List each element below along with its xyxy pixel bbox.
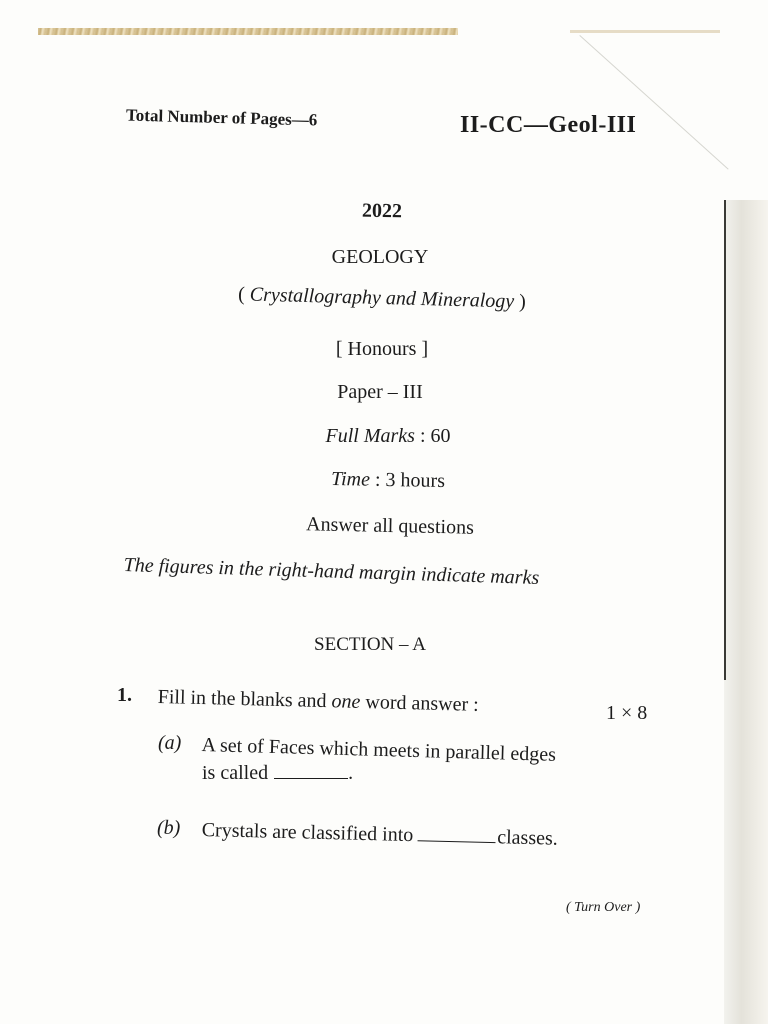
question-text-before: Fill in the blanks and [157, 686, 332, 713]
full-marks [4, 425, 768, 448]
exam-subject: GEOLOGY [331, 246, 429, 268]
part-a-blank [274, 778, 348, 779]
figures-note: The figures in the right-hand margin indicate marks [123, 554, 540, 590]
paper-code: II-CC—Geol-III [460, 112, 637, 138]
question-text [157, 686, 479, 717]
part-a-line1: A set of Faces which meets in parallel edges [201, 734, 557, 766]
page-fold-line [579, 35, 728, 170]
paper-title-text: Crystallography and Mineralogy [249, 283, 515, 313]
paper-number: Paper – III [337, 381, 423, 403]
exam-time [4, 462, 768, 498]
page-top-border-right [570, 30, 720, 33]
paper-title [0, 277, 766, 320]
full-marks-value: : 60 [414, 425, 451, 447]
part-a-line2 [202, 762, 353, 785]
question-text-after: word answer : [360, 690, 479, 716]
time-label: Time [330, 468, 371, 491]
part-b-blank [417, 840, 495, 843]
exam-year: 2022 [361, 199, 403, 223]
page-right-edge-shadow [724, 200, 768, 1024]
part-b-label: (b) [157, 817, 181, 839]
turn-over-note: ( Turn Over ) [566, 900, 641, 915]
page-top-border [38, 28, 458, 35]
part-a-line2-before: is called [202, 762, 269, 784]
question-marks: 1 × 8 [606, 702, 648, 724]
full-marks-label: Full Marks [325, 425, 415, 447]
part-b-text-after: classes. [496, 826, 559, 850]
honours-label: [ Honours ] [335, 338, 429, 360]
total-pages: Total Number of Pages—6 [125, 105, 318, 130]
question-number: 1. [117, 684, 132, 706]
instruction: Answer all questions [305, 513, 475, 539]
part-b-text [201, 819, 558, 851]
part-b-text-before: Crystals are classified into [201, 819, 414, 847]
part-a-line2-after: . [348, 762, 354, 784]
question-text-emphasis: one [331, 690, 361, 713]
part-a-label: (a) [158, 732, 182, 754]
paper-title-open: ( [237, 283, 251, 306]
paper-title-close: ) [513, 290, 527, 313]
section-title: SECTION – A [314, 634, 426, 655]
time-value: : 3 hours [369, 468, 446, 492]
